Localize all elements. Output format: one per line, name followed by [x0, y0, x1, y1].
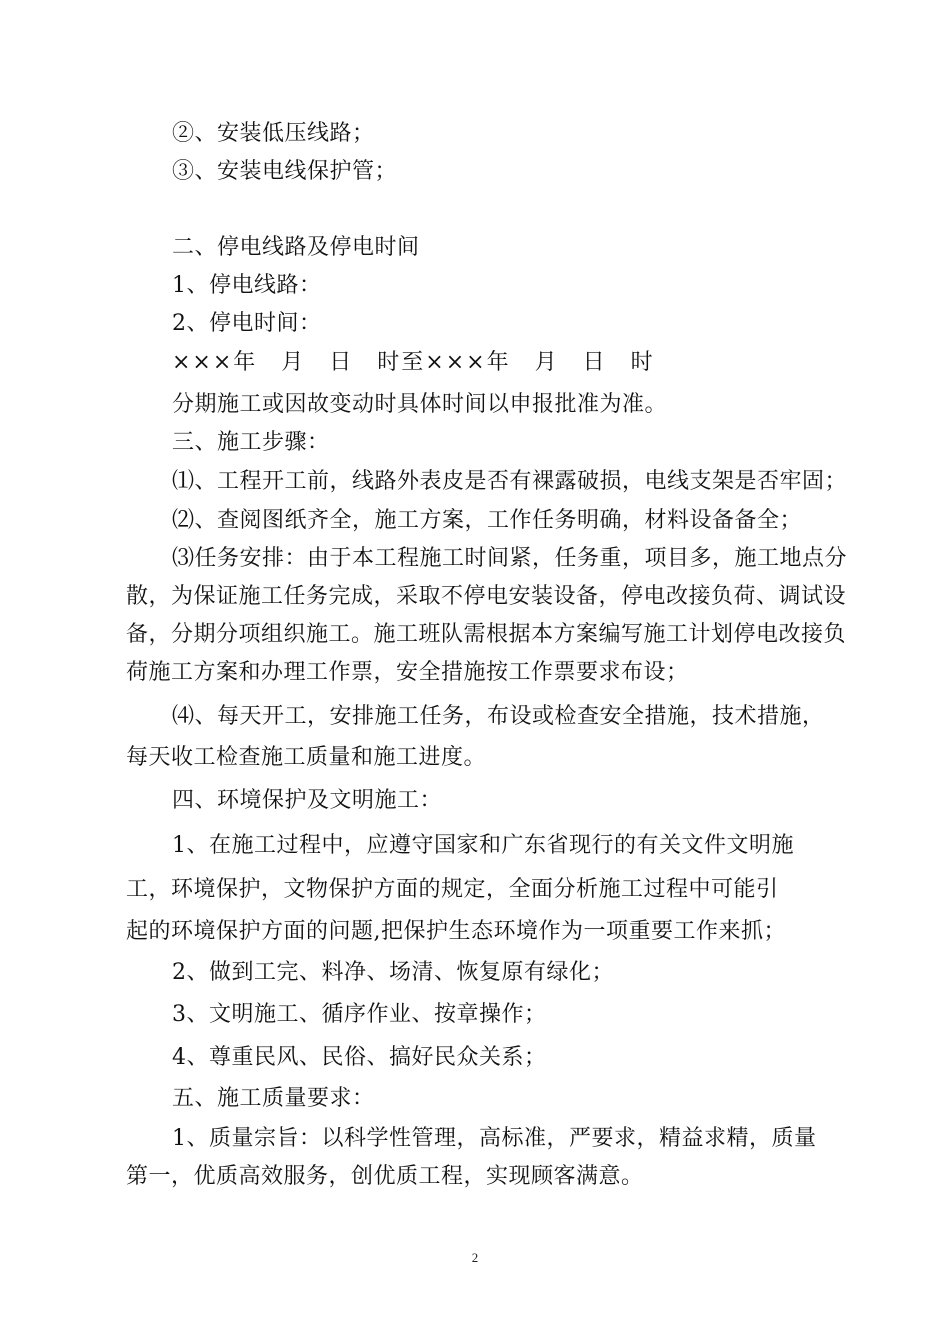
- text-line: ⑵、查阅图纸齐全，施工方案，工作任务明确，材料设备备全；: [172, 508, 803, 533]
- text-line: 3、文明施工、循序作业、按章操作；: [172, 1002, 547, 1027]
- text-line: 2、停电时间：: [172, 311, 322, 336]
- text-line: 分期施工或因故变动时具体时间以申报批准为准。: [172, 392, 668, 417]
- text-line: 工，环境保护，文物保护方面的规定，全面分析施工过程中可能引: [126, 877, 779, 902]
- text-line: 1、在施工过程中，应遵守国家和广东省现行的有关文件文明施: [172, 833, 794, 858]
- text-line: ⑴、工程开工前，线路外表皮是否有裸露破损，电线支架是否牢固；: [172, 469, 848, 494]
- page-number: 2: [471, 1250, 479, 1265]
- section-heading: 四、环境保护及文明施工：: [172, 788, 443, 813]
- text-line: 散，为保证施工任务完成，采取不停电安装设备，停电改接负荷、调试设: [126, 584, 847, 609]
- section-heading: 三、施工步骤：: [172, 430, 330, 455]
- text-line: 1、质量宗旨：以科学性管理，高标准，严要求，精益求精，质量: [172, 1126, 817, 1151]
- text-line: ⑶任务安排：由于本工程施工时间紧，任务重，项目多，施工地点分: [172, 546, 848, 571]
- text-line: ⑷、每天开工，安排施工任务，布设或检查安全措施，技术措施，: [172, 704, 825, 729]
- text-line: 1、停电线路：: [172, 273, 322, 298]
- section-heading: 五、施工质量要求：: [172, 1086, 375, 1111]
- text-line: ②、安装低压线路；: [172, 121, 375, 146]
- text-line: 4、尊重民风、民俗、搞好民众关系；: [172, 1045, 547, 1070]
- text-line: ③、安装电线保护管；: [172, 159, 398, 184]
- text-line: 第一，优质高效服务，创优质工程，实现顾客满意。: [126, 1164, 644, 1189]
- text-line: 2、做到工完、料净、场清、恢复原有绿化；: [172, 960, 614, 985]
- text-line: ×××年 月 日 时至×××年 月 日 时: [172, 350, 655, 375]
- text-line: 荷施工方案和办理工作票，安全措施按工作票要求布设；: [126, 660, 689, 685]
- text-line: 起的环境保护方面的问题,把保护生态环境作为一项重要工作来抓；: [126, 919, 786, 944]
- text-line: 备，分期分项组织施工。施工班队需根据本方案编写施工计划停电改接负: [126, 622, 847, 647]
- text-line: 每天收工检查施工质量和施工进度。: [126, 745, 487, 770]
- section-heading: 二、停电线路及停电时间: [172, 235, 420, 260]
